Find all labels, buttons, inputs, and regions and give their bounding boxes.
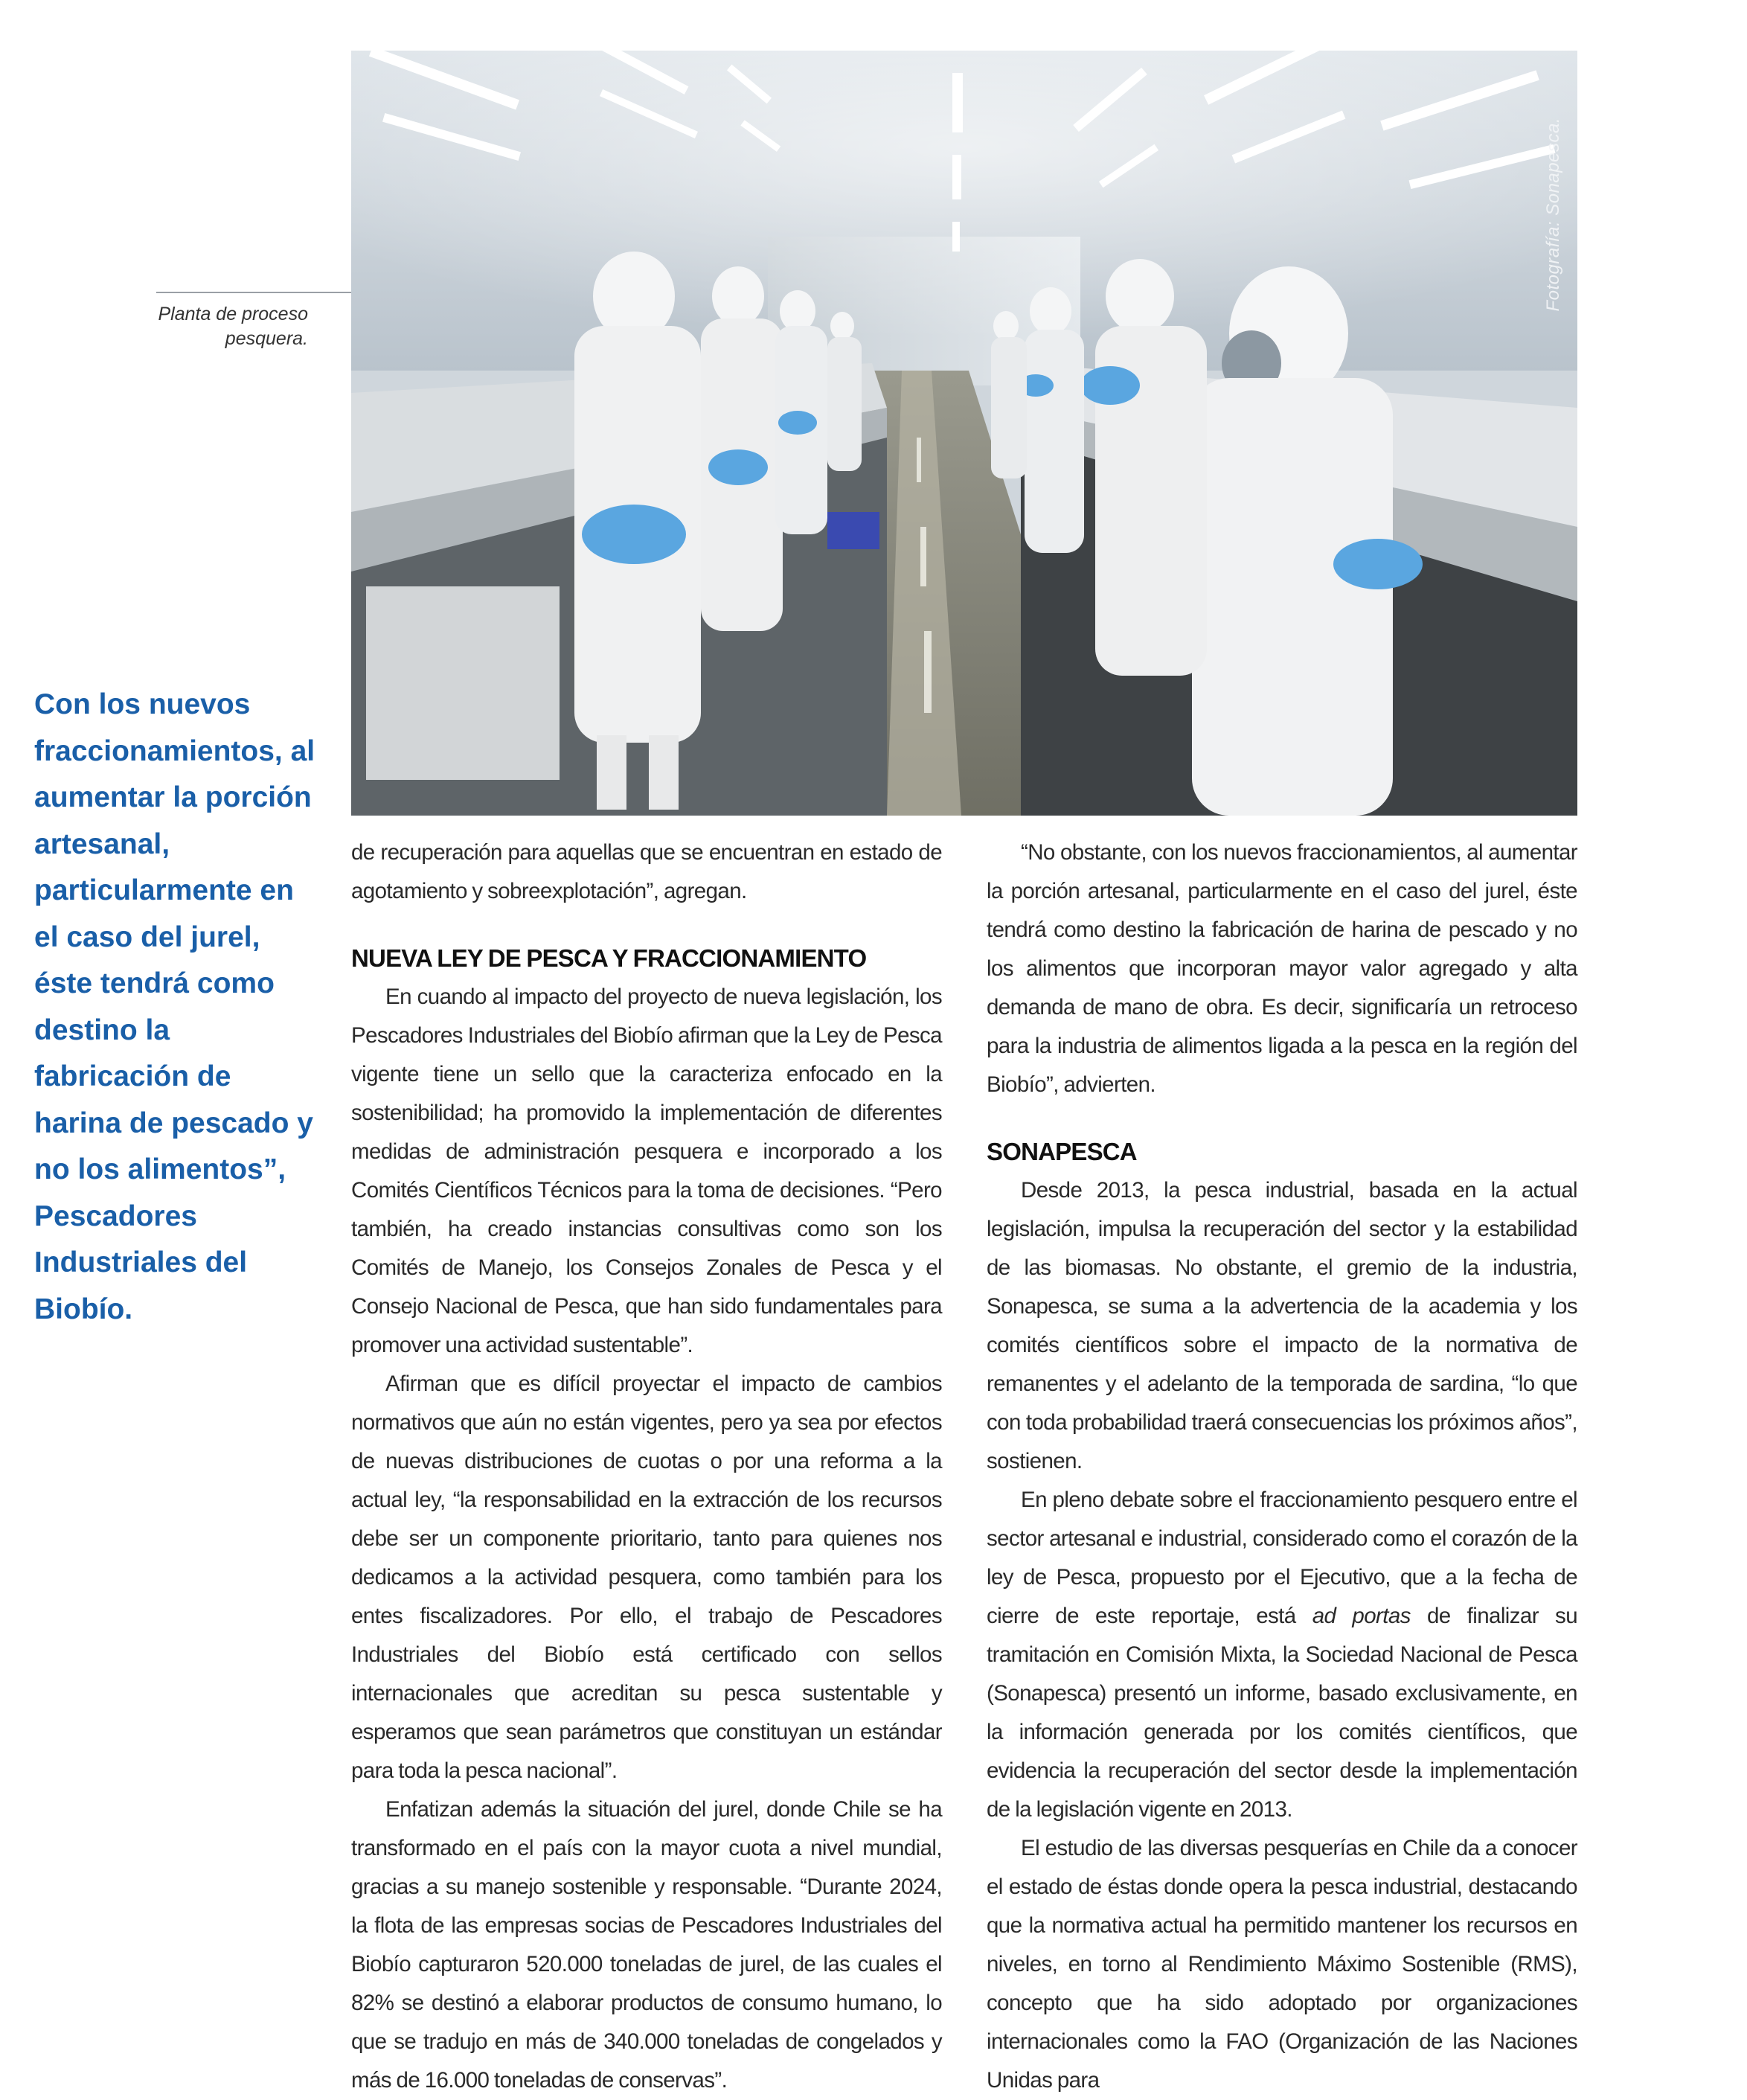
italic-phrase: ad portas (1312, 1604, 1411, 1628)
paragraph (987, 1481, 1577, 1829)
paragraph: de recuperación para aquellas que se encuentran en estado de agotamiento y sobreexplotación”, agregan. (351, 840, 942, 903)
article-column-right (987, 833, 1577, 2100)
paragraph-text: de finalizar su tramitación en Comisión Mixta, la Sociedad Nacional de Pesca (Sonapesca) presentó un informe, basado exclusivamente, en la información generada por los comités científicos, que evidencia la recuperación del sector desde la implementación de la legislación vigente en 2013. (987, 1604, 1577, 1822)
paragraph-text: En pleno debate sobre el fraccionamiento pesquero entre el sector artesanal e industrial, considerado como el corazón de la ley de Pesca, propuesto por el Ejecutivo, que a la fecha de cierre de este reportaje, está (987, 1488, 1577, 1628)
paragraph: El estudio de las diversas pesquerías en Chile da a conocer el estado de éstas donde opera la pesca industrial, destacando que la normativa actual ha permitido mantener los recursos en niveles, en torno al Rendimiento Máximo Sostenible (RMS), concepto que ha sido adoptado por organizaciones internacionales como la FAO (Organización de las Naciones Unidas para (987, 1836, 1577, 2093)
photo-credit: Fotografía: Sonapesca. (1543, 118, 1563, 312)
photo-caption: Planta de proceso pesquera. (158, 304, 308, 349)
fish-processing-plant-image (351, 51, 1577, 816)
paragraph: “No obstante, con los nuevos fraccionamientos, al aumentar la porción artesanal, particularmente en el caso del jurel, éste tendrá como destino la fabricación de harina de pescado y no los alimentos que incorporan mayor valor agregado y alta demanda de mano de obra. Es decir, significaría un retroceso para la industria de alimentos ligada a la pesca en la región del Biobío”, advierten. (987, 840, 1577, 1097)
paragraph: En cuando al impacto del proyecto de nueva legislación, los Pescadores Industriales del Biobío afirman que la Ley de Pesca vigente tiene un sello que la caracteriza enfocado en la sostenibilidad; ha promovido la implementación de diferentes medidas de administración pesquera e incorporado a los Comités Científicos Técnicos para la toma de decisiones. “Pero también, ha creado instancias consultivas como son los Comités de Manejo, los Consejos Zonales de Pesca y el Consejo Nacional de Pesca, que han sido fundamentales para promover una actividad sustentable”. (351, 985, 942, 1357)
article-column-left (351, 833, 942, 2100)
section-heading: SONAPESCA (987, 1138, 1137, 1165)
paragraph: Desde 2013, la pesca industrial, basada en la actual legislación, impulsa la recuperación del sector y la estabilidad de las biomasas. No obstante, el gremio de la industria, Sonapesca, se suma a la advertencia de la academia y los comités científicos sobre el impacto de la normativa de remanentes y el adelanto de la temporada de sardina, “lo que con toda probabilidad traerá consecuencias los próximos años”, sostienen. (987, 1178, 1577, 1473)
section-heading: NUEVA LEY DE PESCA Y FRACCIONAMIENTO (351, 944, 867, 972)
article-photo (351, 51, 1577, 816)
paragraph: Enfatizan además la situación del jurel, donde Chile se ha transformado en el país con la mayor cuota a nivel mundial, gracias a su manejo sostenible y responsable. “Durante 2024, la flota de las empresas socias de Pescadores Industriales del Biobío capturaron 520.000 toneladas de jurel, de las cuales el 82% se destinó a elaborar productos de consumo humano, lo que se tradujo en más de 340.000 toneladas de congelados y más de 16.000 toneladas de conservas”. (351, 1797, 942, 2093)
paragraph: Afirman que es difícil proyectar el impacto de cambios normativos que aún no están vigentes, pero ya sea por efectos de nuevas distribuciones de cuotas o por una reforma a la actual ley, “la responsabilidad en la extracción de los recursos debe ser un componente prioritario, tanto para quienes nos dedicamos a la actividad pesquera, como también para los entes fiscalizadores. Por ello, el trabajo de Pescadores Industriales del Biobío está certificado con sellos internacionales que acreditan su pesca sustentable y esperamos que sean parámetros que constituyan un estándar para toda la pesca nacional”. (351, 1371, 942, 1783)
caption-divider (156, 292, 351, 293)
pull-quote: Con los nuevos fraccionamientos, al aumentar la porción artesanal, particularmente en el caso del jurel, éste tendrá como destino la fabricación de harina de pescado y no los alimentos”, Pescadores Industriales del Biobío. (34, 688, 315, 1325)
